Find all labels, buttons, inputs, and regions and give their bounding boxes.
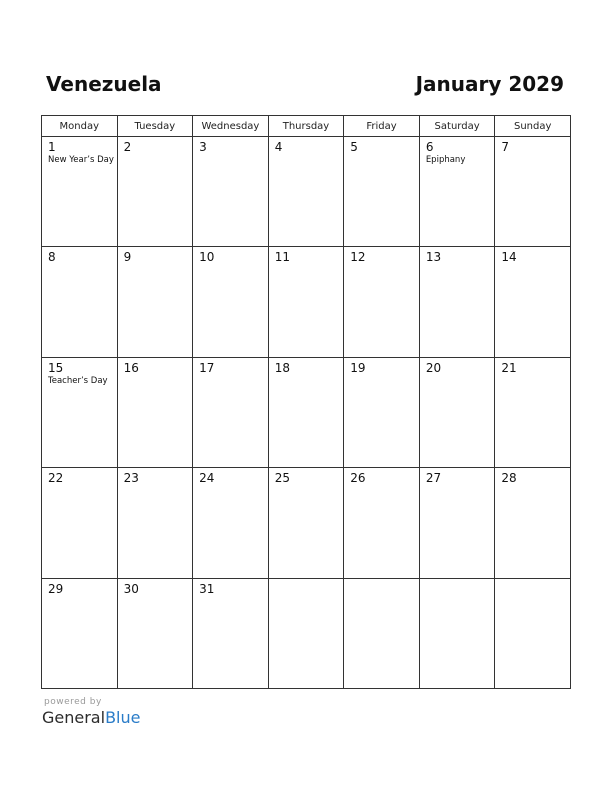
day-cell — [495, 578, 571, 688]
holiday-label: New Year’s Day — [48, 155, 114, 165]
day-number: 26 — [350, 471, 366, 486]
day-number: 10 — [199, 250, 215, 265]
day-cell — [193, 137, 269, 247]
generalblue-logo[interactable] — [42, 708, 140, 728]
day-cell — [344, 468, 420, 578]
day-cell — [344, 357, 420, 467]
weekday-header: Monday — [42, 116, 118, 137]
day-number: 5 — [350, 140, 358, 154]
day-number: 28 — [501, 471, 517, 486]
day-number: 25 — [274, 471, 290, 486]
day-number: 9 — [123, 250, 132, 265]
day-cell — [419, 137, 495, 247]
day-number: 15 — [48, 360, 64, 375]
day-number: 1 — [48, 140, 56, 154]
day-cell — [117, 137, 193, 247]
day-cell — [42, 578, 118, 688]
month-title: January 2029 — [415, 72, 564, 96]
day-cell — [419, 247, 495, 357]
day-number: 27 — [425, 471, 442, 486]
day-cell — [495, 137, 571, 247]
day-number: 18 — [274, 360, 290, 375]
weekday-header: Tuesday — [117, 116, 193, 137]
holiday-label: Teacher’s Day — [48, 375, 108, 386]
day-cell — [344, 137, 420, 247]
day-cell — [268, 468, 344, 578]
day-number: 24 — [199, 471, 215, 486]
day-cell — [495, 247, 571, 357]
day-number: 31 — [199, 581, 215, 596]
weekday-header: Sunday — [495, 116, 571, 137]
day-cell — [193, 247, 269, 357]
day-number: 16 — [123, 360, 139, 375]
day-cell — [268, 357, 344, 467]
day-number: 2 — [123, 140, 132, 154]
day-cell — [42, 137, 118, 247]
day-number: 20 — [425, 360, 442, 375]
day-cell — [42, 357, 118, 467]
day-number: 21 — [501, 360, 517, 375]
day-cell — [117, 468, 193, 578]
brand-blue-text: Blue — [105, 708, 141, 727]
day-number: 3 — [199, 140, 207, 154]
day-cell — [419, 578, 495, 688]
week-row — [42, 578, 571, 688]
brand-general-text: General — [42, 708, 106, 727]
day-number: 8 — [48, 250, 56, 265]
holiday-label: Epiphany — [425, 155, 466, 165]
day-number: 4 — [274, 140, 283, 154]
weekday-header: Thursday — [268, 116, 344, 137]
day-cell — [419, 357, 495, 467]
day-cell — [193, 468, 269, 578]
day-number: 29 — [48, 581, 64, 596]
day-cell — [117, 578, 193, 688]
day-cell — [117, 357, 193, 467]
day-cell — [193, 578, 269, 688]
powered-by-text: powered by — [44, 697, 102, 707]
week-row — [42, 468, 571, 578]
day-number: 7 — [501, 140, 510, 154]
week-row — [42, 247, 571, 357]
weekday-header: Friday — [344, 116, 420, 137]
day-cell — [495, 357, 571, 467]
week-row — [42, 137, 571, 247]
day-cell — [344, 247, 420, 357]
day-cell — [268, 137, 344, 247]
day-number: 30 — [123, 581, 139, 596]
day-cell — [419, 468, 495, 578]
day-cell — [268, 578, 344, 688]
day-cell — [193, 357, 269, 467]
day-number: 22 — [48, 471, 64, 486]
day-number: 17 — [199, 360, 215, 375]
day-number: 23 — [123, 471, 139, 486]
day-cell — [344, 578, 420, 688]
week-row — [42, 357, 571, 467]
day-number: 13 — [425, 250, 442, 265]
day-cell — [117, 247, 193, 357]
day-number: 11 — [274, 250, 290, 265]
day-number: 12 — [350, 250, 366, 265]
weekday-header: Saturday — [419, 116, 495, 137]
day-cell — [42, 468, 118, 578]
weekday-header: Wednesday — [193, 116, 269, 137]
day-cell — [268, 247, 344, 357]
day-number: 19 — [350, 360, 366, 375]
day-number: 6 — [425, 140, 434, 154]
country-title: Venezuela — [46, 72, 162, 96]
day-number: 14 — [501, 250, 517, 265]
calendar-grid — [41, 115, 571, 689]
weekday-header-row — [42, 116, 571, 137]
day-cell — [495, 468, 571, 578]
day-cell — [42, 247, 118, 357]
